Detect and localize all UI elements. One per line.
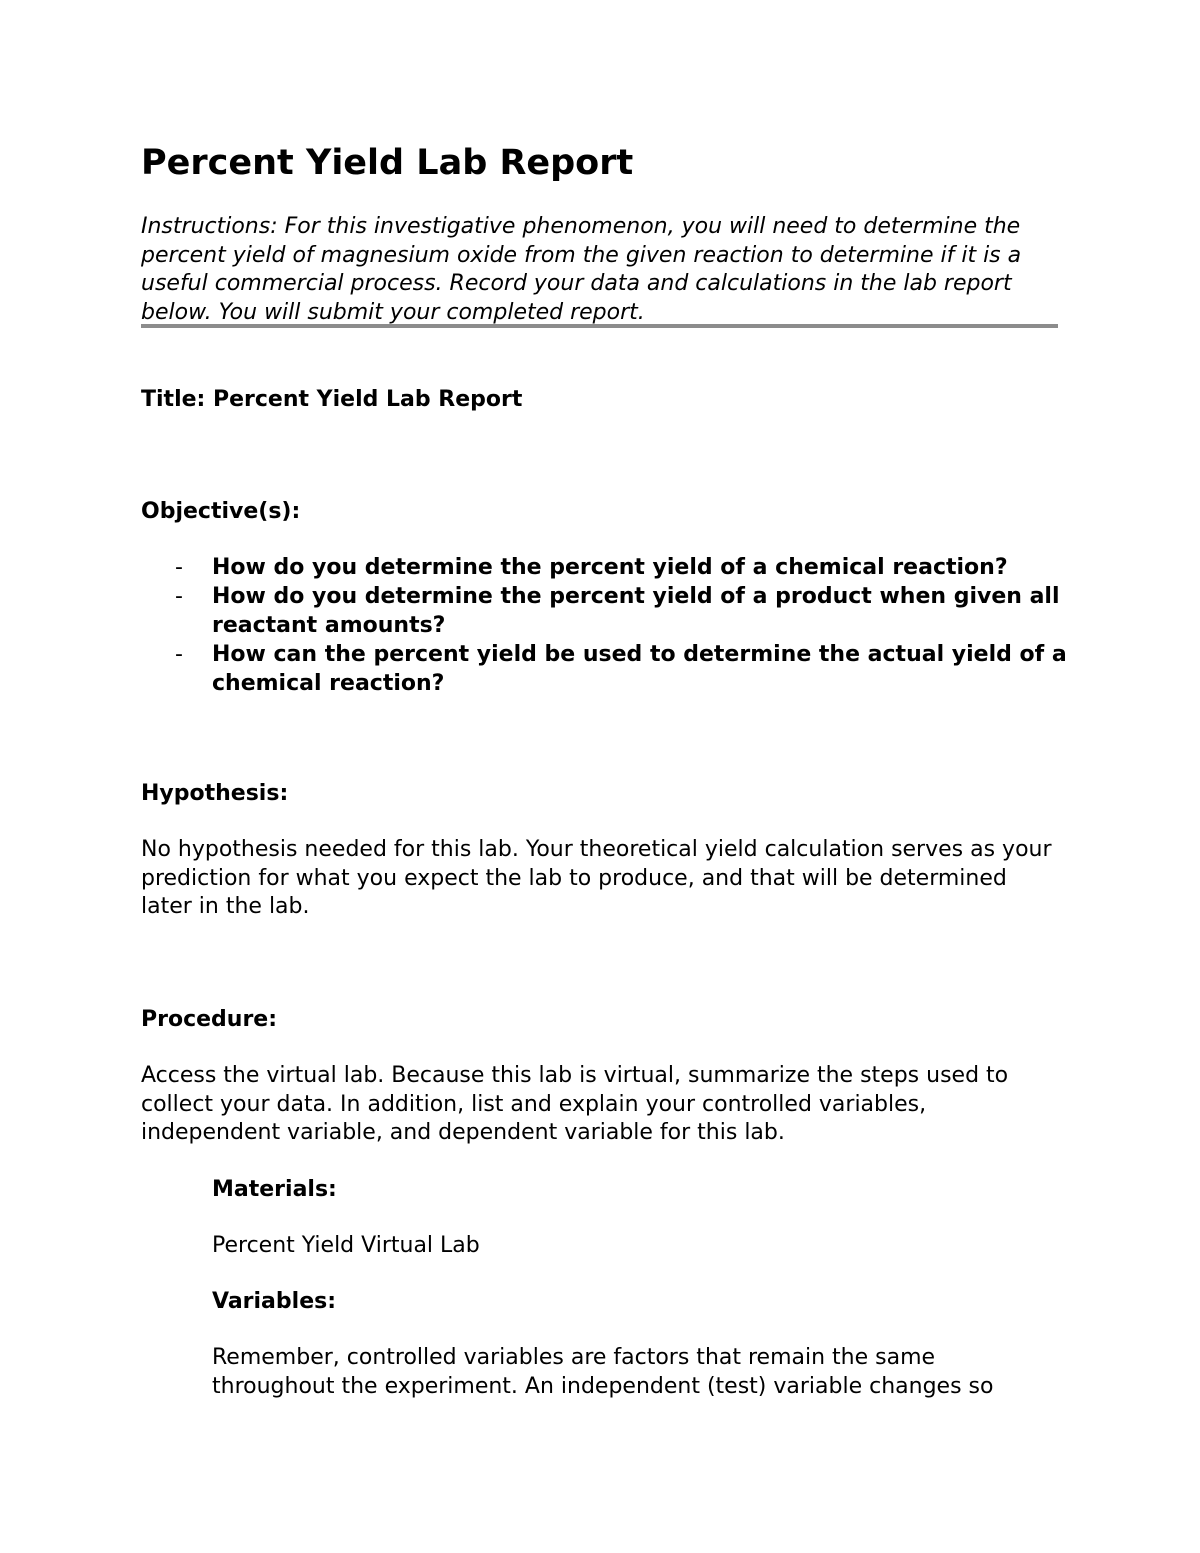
objective-item (141, 553, 1071, 582)
objective-item (141, 640, 1071, 698)
procedure-heading: Procedure: (141, 1007, 278, 1032)
objectives-list (141, 553, 1071, 698)
section-divider (141, 324, 1058, 328)
document-title: Percent Yield Lab Report (141, 143, 634, 183)
objective-text: How can the percent yield be used to determine the actual yield of a chemical reaction? (212, 642, 1067, 696)
objectives-heading: Objective(s): (141, 499, 301, 524)
variables-text: Remember, controlled variables are factors that remain the same throughout the experiment. An independent (test) variable changes so (212, 1345, 994, 1399)
materials-heading: Materials: (212, 1177, 337, 1202)
instructions-paragraph: Instructions: For this investigative phenomenon, you will need to determine the percent yield of magnesium oxide from the given reaction to determine if it is a useful commercial process. Record your data and calculations in the lab report below. You will submit your completed report. (141, 214, 1022, 325)
list-marker: - (175, 584, 183, 609)
list-marker: - (175, 642, 183, 667)
variables-heading: Variables: (212, 1289, 337, 1314)
objective-text: How do you determine the percent yield of a product when given all reactant amounts? (212, 584, 1060, 638)
objective-item (141, 582, 1071, 640)
report-title: Title: Percent Yield Lab Report (141, 387, 523, 412)
hypothesis-heading: Hypothesis: (141, 781, 289, 806)
materials-text: Percent Yield Virtual Lab (212, 1233, 480, 1258)
procedure-text: Access the virtual lab. Because this lab is virtual, summarize the steps used to collect your data. In addition, list and explain your controlled variables, independent variable, and dependent variable for this lab. (141, 1063, 1009, 1145)
objective-text: How do you determine the percent yield of a chemical reaction? (212, 555, 1008, 580)
hypothesis-text: No hypothesis needed for this lab. Your theoretical yield calculation serves as your prediction for what you expect the lab to produce, and that will be determined later in the lab. (141, 837, 1052, 919)
list-marker: - (175, 555, 183, 580)
